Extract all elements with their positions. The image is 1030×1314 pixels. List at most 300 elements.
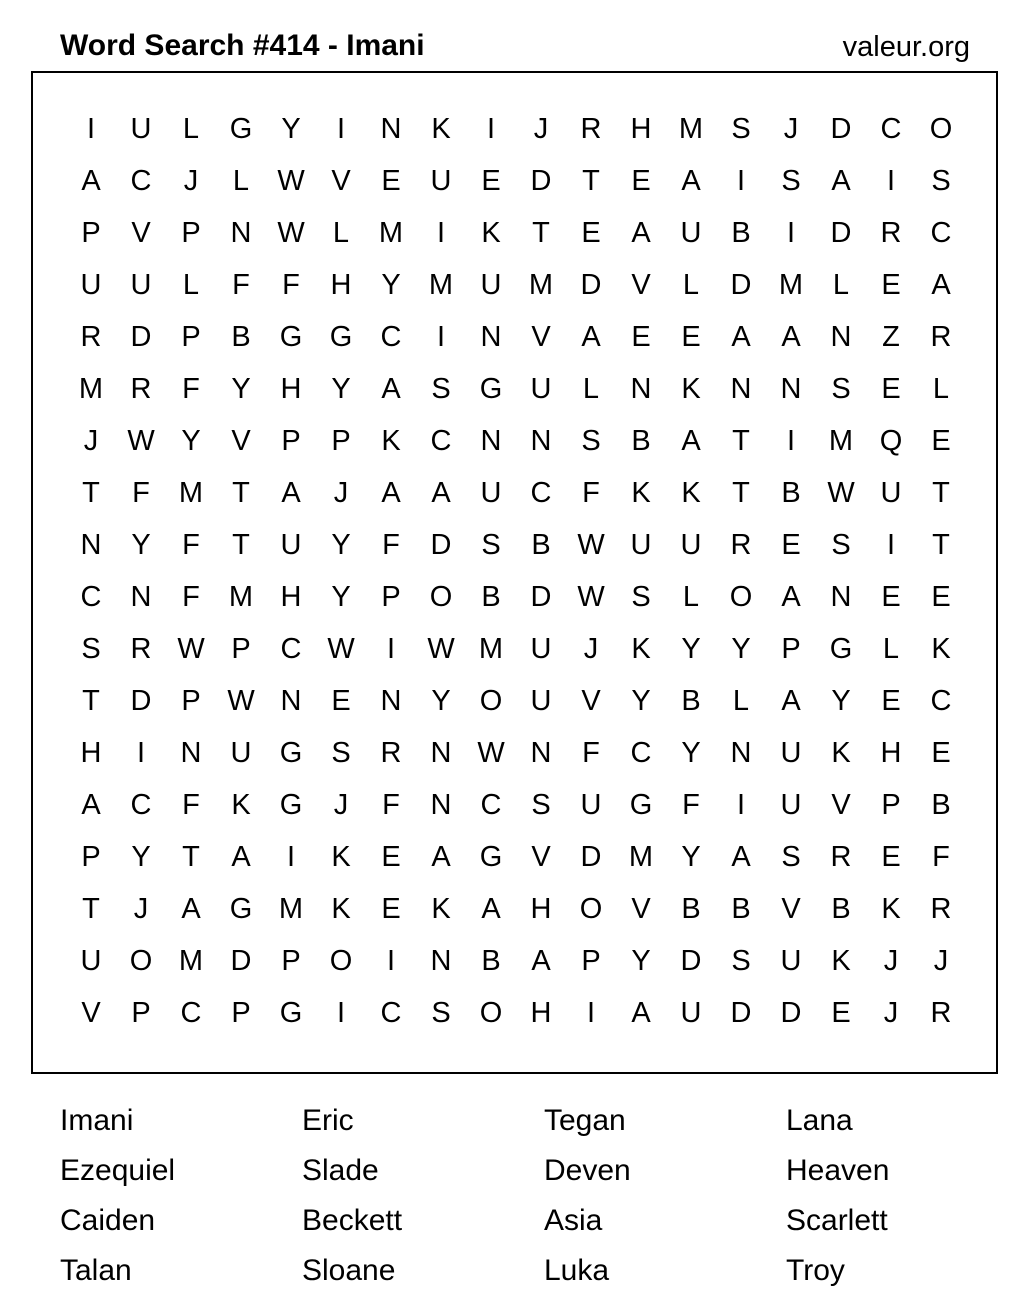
grid-cell: A [581,320,601,353]
grid-cell: P [281,424,301,457]
grid-cell: S [81,632,101,665]
grid-cell: J [333,788,349,821]
grid-cell: M [178,944,204,977]
grid-cell: N [830,320,852,353]
grid-cell: L [232,164,250,197]
grid-cell: U [430,164,452,197]
grid-cell: C [930,216,952,249]
grid-cell: I [286,840,296,873]
grid-cell: G [279,788,303,821]
grid-cell: L [182,268,200,301]
grid-cell: V [581,684,601,717]
grid-cell: V [531,320,551,353]
grid-cell: K [431,892,451,925]
grid-cell: N [280,684,302,717]
grid-cell: V [531,840,551,873]
grid-cell: I [736,164,746,197]
grid-cell: Y [131,840,151,873]
grid-cell: P [81,840,101,873]
grid-cell: L [332,216,350,249]
grid-cell: Q [879,424,903,457]
grid-cell: E [631,164,651,197]
grid-cell: D [230,944,252,977]
grid-cell: L [832,268,850,301]
grid-cell: U [280,528,302,561]
grid-cell: O [479,684,503,717]
grid-cell: G [229,892,253,925]
grid-cell: P [181,216,201,249]
grid-cell: M [278,892,304,925]
grid-cell: K [831,944,851,977]
word-list-item: Luka [544,1254,610,1287]
grid-cell: A [181,892,201,925]
word-list-item: Caiden [60,1204,156,1237]
grid-cell: A [531,944,551,977]
grid-cell: H [880,736,902,769]
grid-cell: C [380,320,402,353]
grid-cell: N [380,684,402,717]
grid-cell: U [80,268,102,301]
grid-cell: E [931,424,951,457]
grid-cell: U [530,684,552,717]
grid-cell: M [528,268,554,301]
grid-cell: C [280,632,302,665]
grid-cell: O [129,944,153,977]
word-list-item: Slade [302,1154,379,1187]
grid-cell: E [931,580,951,613]
grid-cell: E [631,320,651,353]
grid-cell: L [182,112,200,145]
grid-cell: C [130,164,152,197]
grid-cell: U [480,268,502,301]
grid-cell: W [277,164,305,197]
grid-cell: A [781,684,801,717]
grid-cell: A [781,320,801,353]
grid-cell: H [530,892,552,925]
grid-cell: A [831,164,851,197]
grid-cell: W [227,684,255,717]
grid-cell: F [182,528,200,561]
word-list-item: Lana [786,1104,853,1137]
grid-cell: O [929,112,953,145]
word-list-item: Tegan [544,1104,626,1137]
grid-cell: D [730,268,752,301]
grid-cell: T [82,892,100,925]
grid-cell: N [530,424,552,457]
grid-cell: N [730,736,752,769]
grid-cell: U [680,528,702,561]
grid-cell: A [381,476,401,509]
grid-cell: G [279,996,303,1029]
grid-cell: K [331,840,351,873]
grid-cell: T [532,216,550,249]
grid-cell: L [682,580,700,613]
grid-cell: I [786,216,796,249]
grid-cell: N [780,372,802,405]
grid-cell: W [127,424,155,457]
grid-cell: A [81,164,101,197]
grid-cell: I [436,320,446,353]
grid-cell: R [830,840,852,873]
grid-cell: M [378,216,404,249]
grid-cell: I [736,788,746,821]
grid-cell: B [631,424,651,457]
grid-cell: G [479,372,503,405]
grid-cell: D [130,684,152,717]
grid-cell: Y [681,632,701,665]
grid-cell: Y [731,632,751,665]
grid-cell: C [80,580,102,613]
grid-cell: E [331,684,351,717]
grid-cell: O [729,580,753,613]
grid-cell: I [586,996,596,1029]
grid-cell: T [932,476,950,509]
grid-cell: P [881,788,901,821]
grid-cell: F [582,476,600,509]
grid-cell: F [182,788,200,821]
grid-cell: P [231,996,251,1029]
grid-cell: W [177,632,205,665]
grid-cell: U [780,788,802,821]
grid-cell: N [230,216,252,249]
word-list-item: Talan [60,1254,132,1287]
word-list-item: Ezequiel [60,1154,176,1187]
grid-cell: G [279,736,303,769]
grid-cell: Y [281,112,301,145]
grid-cell: A [931,268,951,301]
word-list-item: Eric [302,1104,354,1137]
grid-cell: S [431,996,451,1029]
grid-cell: I [336,112,346,145]
grid-cell: D [430,528,452,561]
grid-cell: P [181,684,201,717]
grid-cell: K [881,892,901,925]
grid-cell: B [781,476,801,509]
grid-cell: N [630,372,652,405]
grid-cell: F [132,476,150,509]
grid-cell: U [80,944,102,977]
grid-cell: A [481,892,501,925]
grid-cell: R [130,372,152,405]
grid-cell: T [182,840,200,873]
grid-cell: A [81,788,101,821]
grid-cell: L [932,372,950,405]
grid-cell: C [880,112,902,145]
grid-cell: V [631,268,651,301]
grid-cell: D [580,268,602,301]
grid-cell: E [381,892,401,925]
grid-cell: G [279,320,303,353]
grid-cell: I [886,164,896,197]
grid-cell: J [583,632,599,665]
grid-cell: U [580,788,602,821]
grid-cell: K [681,372,701,405]
grid-cell: F [682,788,700,821]
grid-cell: F [182,580,200,613]
grid-cell: B [831,892,851,925]
letter-grid [66,103,966,1039]
grid-cell: J [83,424,99,457]
grid-cell: J [183,164,199,197]
grid-cell: D [680,944,702,977]
grid-cell: R [930,892,952,925]
grid-cell: P [331,424,351,457]
grid-cell: D [730,996,752,1029]
grid-cell: M [628,840,654,873]
grid-cell: K [681,476,701,509]
grid-cell: G [479,840,503,873]
puzzle-box [31,71,998,1074]
grid-cell: S [931,164,951,197]
grid-cell: J [133,892,149,925]
grid-cell: K [831,736,851,769]
grid-cell: E [881,684,901,717]
grid-cell: U [230,736,252,769]
grid-cell: N [480,424,502,457]
grid-cell: T [932,528,950,561]
grid-cell: N [830,580,852,613]
grid-cell: S [831,528,851,561]
grid-cell: D [830,112,852,145]
grid-cell: Y [831,684,851,717]
word-list-item: Asia [544,1204,603,1237]
grid-cell: N [380,112,402,145]
grid-cell: K [431,112,451,145]
grid-cell: A [431,840,451,873]
grid-cell: Y [331,528,351,561]
grid-cell: S [431,372,451,405]
word-list [60,1096,1028,1296]
grid-cell: A [381,372,401,405]
grid-cell: B [681,684,701,717]
grid-cell: G [229,112,253,145]
grid-cell: L [732,684,750,717]
grid-cell: A [781,580,801,613]
grid-cell: Y [631,944,651,977]
grid-cell: R [930,320,952,353]
grid-cell: P [231,632,251,665]
grid-cell: B [731,216,751,249]
grid-cell: U [130,112,152,145]
grid-cell: R [880,216,902,249]
grid-cell: M [778,268,804,301]
word-list-item: Deven [544,1154,631,1187]
grid-cell: I [436,216,446,249]
grid-cell: W [577,528,605,561]
grid-cell: D [530,164,552,197]
grid-cell: D [130,320,152,353]
grid-cell: Y [331,580,351,613]
grid-cell: W [477,736,505,769]
grid-cell: K [481,216,501,249]
grid-cell: U [880,476,902,509]
grid-cell: F [382,528,400,561]
grid-cell: K [631,632,651,665]
grid-cell: M [228,580,254,613]
grid-cell: E [881,372,901,405]
grid-cell: W [277,216,305,249]
grid-cell: V [231,424,251,457]
grid-cell: S [331,736,351,769]
grid-cell: L [682,268,700,301]
grid-cell: I [886,528,896,561]
grid-cell: U [680,216,702,249]
grid-cell: N [80,528,102,561]
grid-cell: H [630,112,652,145]
grid-cell: H [530,996,552,1029]
grid-cell: I [386,944,396,977]
grid-cell: V [331,164,351,197]
grid-cell: E [881,840,901,873]
grid-cell: S [531,788,551,821]
grid-cell: C [180,996,202,1029]
grid-cell: A [731,320,751,353]
grid-cell: E [381,164,401,197]
grid-cell: Y [231,372,251,405]
grid-cell: B [481,580,501,613]
grid-cell: N [530,736,552,769]
grid-cell: J [933,944,949,977]
grid-cell: H [280,372,302,405]
grid-cell: C [130,788,152,821]
grid-cell: R [380,736,402,769]
grid-cell: N [480,320,502,353]
grid-cell: W [427,632,455,665]
grid-cell: H [280,580,302,613]
grid-cell: C [480,788,502,821]
grid-cell: K [631,476,651,509]
grid-cell: Y [681,840,701,873]
grid-cell: A [681,424,701,457]
grid-cell: B [231,320,251,353]
grid-cell: R [930,996,952,1029]
grid-cell: K [331,892,351,925]
grid-cell: H [330,268,352,301]
grid-cell: U [130,268,152,301]
grid-cell: N [730,372,752,405]
grid-cell: R [130,632,152,665]
grid-cell: Y [431,684,451,717]
grid-cell: P [581,944,601,977]
grid-cell: Y [681,736,701,769]
grid-cell: W [577,580,605,613]
grid-cell: D [530,580,552,613]
grid-cell: J [333,476,349,509]
grid-cell: C [530,476,552,509]
grid-cell: Z [882,320,900,353]
grid-cell: C [430,424,452,457]
grid-cell: M [78,372,104,405]
grid-cell: O [429,580,453,613]
grid-cell: D [830,216,852,249]
grid-cell: M [178,476,204,509]
grid-cell: J [883,944,899,977]
grid-cell: S [481,528,501,561]
grid-cell: C [930,684,952,717]
grid-cell: S [631,580,651,613]
site-name: valeur.org [842,31,970,63]
grid-cell: W [327,632,355,665]
grid-cell: A [231,840,251,873]
grid-cell: Y [131,528,151,561]
grid-cell: U [530,632,552,665]
grid-cell: B [531,528,551,561]
grid-cell: M [678,112,704,145]
grid-cell: K [931,632,951,665]
grid-cell: D [780,996,802,1029]
grid-cell: G [829,632,853,665]
grid-cell: B [681,892,701,925]
grid-cell: F [582,736,600,769]
grid-cell: K [231,788,251,821]
grid-cell: V [831,788,851,821]
word-list-item: Heaven [786,1154,890,1187]
grid-cell: T [232,476,250,509]
grid-cell: G [629,788,653,821]
grid-cell: P [281,944,301,977]
grid-cell: J [783,112,799,145]
grid-cell: A [731,840,751,873]
grid-cell: E [681,320,701,353]
grid-cell: S [831,372,851,405]
grid-cell: A [681,164,701,197]
grid-cell: E [481,164,501,197]
grid-cell: T [82,476,100,509]
grid-cell: I [486,112,496,145]
grid-cell: J [533,112,549,145]
grid-cell: U [480,476,502,509]
grid-cell: C [380,996,402,1029]
grid-cell: U [680,996,702,1029]
grid-cell: P [81,216,101,249]
grid-cell: R [580,112,602,145]
grid-cell: S [781,840,801,873]
grid-cell: I [336,996,346,1029]
grid-cell: N [130,580,152,613]
grid-cell: E [781,528,801,561]
grid-cell: F [182,372,200,405]
grid-cell: I [386,632,396,665]
grid-cell: D [580,840,602,873]
grid-cell: E [831,996,851,1029]
grid-cell: U [530,372,552,405]
grid-cell: N [430,944,452,977]
grid-cell: W [827,476,855,509]
grid-cell: T [732,424,750,457]
grid-cell: F [232,268,250,301]
grid-cell: A [431,476,451,509]
grid-cell: K [381,424,401,457]
word-list-item: Scarlett [786,1204,888,1237]
grid-cell: E [581,216,601,249]
page-title: Word Search #414 - Imani [60,29,425,62]
grid-cell: U [780,736,802,769]
grid-cell: O [579,892,603,925]
grid-cell: E [381,840,401,873]
grid-cell: P [131,996,151,1029]
grid-cell: U [780,944,802,977]
grid-cell: P [381,580,401,613]
grid-cell: V [631,892,651,925]
grid-cell: A [631,996,651,1029]
grid-cell: Y [181,424,201,457]
grid-cell: O [329,944,353,977]
grid-cell: P [781,632,801,665]
grid-cell: T [582,164,600,197]
grid-cell: Y [381,268,401,301]
grid-cell: E [881,268,901,301]
grid-cell: S [731,112,751,145]
